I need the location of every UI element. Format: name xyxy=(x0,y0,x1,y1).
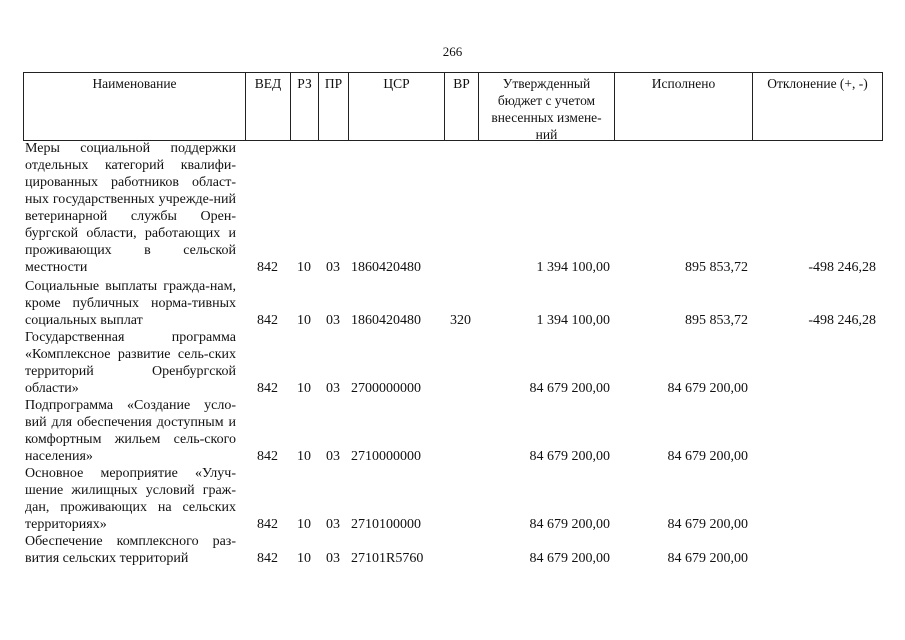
row-ved: 842 xyxy=(257,551,278,566)
row-budget: 84 679 200,00 xyxy=(529,517,610,532)
row-rz: 10 xyxy=(297,517,311,532)
row-ved: 842 xyxy=(257,260,278,275)
header-rz: РЗ xyxy=(290,72,318,141)
table-row xyxy=(0,397,905,465)
row-budget: 1 394 100,00 xyxy=(536,260,610,275)
header-pr: ПР xyxy=(318,72,348,141)
row-executed: 895 853,72 xyxy=(685,260,748,275)
row-rz: 10 xyxy=(297,381,311,396)
row-pr: 03 xyxy=(326,381,340,396)
row-csr: 27101R5760 xyxy=(351,551,424,566)
row-ved: 842 xyxy=(257,381,278,396)
row-name: Обеспечение комплексного раз-вития сельских территорий xyxy=(25,534,236,566)
row-rz: 10 xyxy=(297,260,311,275)
row-budget: 84 679 200,00 xyxy=(529,551,610,566)
table-row xyxy=(0,277,905,329)
row-pr: 03 xyxy=(326,517,340,532)
row-csr: 2700000000 xyxy=(351,381,421,396)
row-name: Меры социальной поддержки отдельных категорий квалифи-цированных работников област-ных государственных учрежде-ний ветеринарной службы Орен-бургской области, работающих и проживающих в сельской местности xyxy=(25,141,236,275)
table-row xyxy=(0,329,905,397)
row-csr: 1860420480 xyxy=(351,260,421,275)
row-ved: 842 xyxy=(257,449,278,464)
row-name: Основное мероприятие «Улуч-шение жилищных условий граж-дан, проживающих на сельских территориях» xyxy=(25,466,236,532)
header-deviation: Отклонение (+, -) xyxy=(752,72,883,141)
header-budget: Утвержденный бюджет с учетом внесенных измене-ний xyxy=(478,72,614,141)
page-number: 266 xyxy=(442,44,463,59)
header-ved: ВЕД xyxy=(245,72,290,141)
header-vr: ВР xyxy=(444,72,478,141)
row-pr: 03 xyxy=(326,260,340,275)
row-name: Социальные выплаты гражда-нам, кроме публичных норма-тивных социальных выплат xyxy=(25,279,236,328)
row-rz: 10 xyxy=(297,313,311,328)
row-ved: 842 xyxy=(257,517,278,532)
header-csr: ЦСР xyxy=(348,72,444,141)
row-ved: 842 xyxy=(257,313,278,328)
row-name: Государственная программа «Комплексное развитие сель-ских территорий Оренбургской области» xyxy=(25,330,236,396)
row-deviation: -498 246,28 xyxy=(808,313,876,328)
header-executed: Исполнено xyxy=(614,72,752,141)
table-row xyxy=(0,533,905,567)
row-executed: 84 679 200,00 xyxy=(667,449,748,464)
row-executed: 84 679 200,00 xyxy=(667,381,748,396)
table-row xyxy=(0,141,905,276)
row-pr: 03 xyxy=(326,551,340,566)
row-executed: 84 679 200,00 xyxy=(667,551,748,566)
row-vr: 320 xyxy=(450,313,471,328)
row-budget: 84 679 200,00 xyxy=(529,381,610,396)
row-budget: 1 394 100,00 xyxy=(536,313,610,328)
row-pr: 03 xyxy=(326,449,340,464)
row-rz: 10 xyxy=(297,551,311,566)
row-deviation: -498 246,28 xyxy=(808,260,876,275)
table-row xyxy=(0,465,905,533)
row-csr: 2710100000 xyxy=(351,517,421,532)
row-csr: 1860420480 xyxy=(351,313,421,328)
row-csr: 2710000000 xyxy=(351,449,421,464)
row-name: Подпрограмма «Создание усло-вий для обеспечения доступным и комфортным жильем сель-ского населения» xyxy=(25,398,236,464)
row-executed: 84 679 200,00 xyxy=(667,517,748,532)
row-pr: 03 xyxy=(326,313,340,328)
row-budget: 84 679 200,00 xyxy=(529,449,610,464)
header-name: Наименование xyxy=(23,72,245,141)
row-executed: 895 853,72 xyxy=(685,313,748,328)
row-rz: 10 xyxy=(297,449,311,464)
